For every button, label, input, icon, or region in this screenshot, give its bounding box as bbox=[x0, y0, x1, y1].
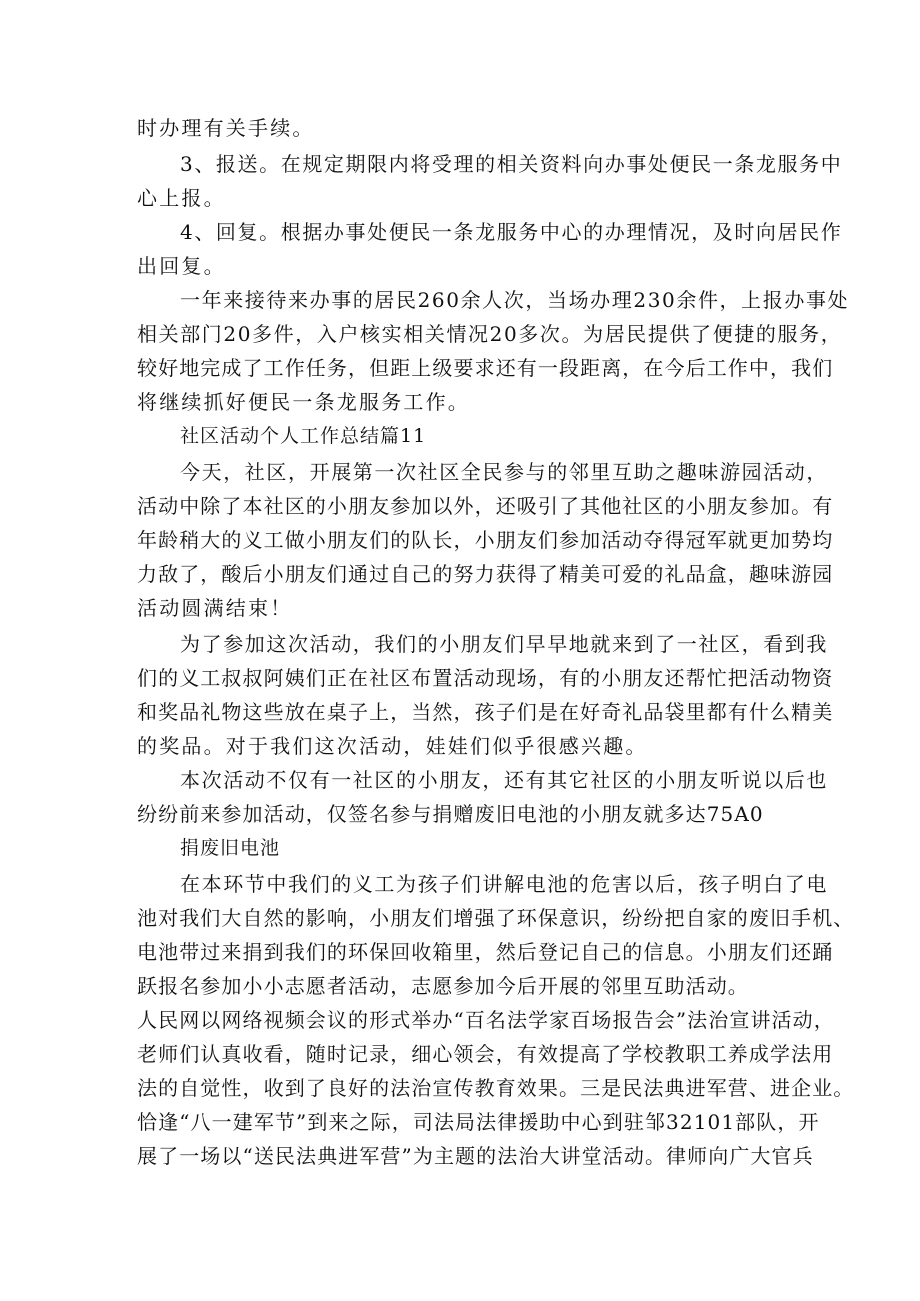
text-line: 纷纷前来参加活动，仅签名参与捐赠废旧电池的小朋友就多达75A0 bbox=[137, 802, 764, 826]
text-line: 出回复。 bbox=[137, 254, 226, 278]
text-line: 恰逢“八一建军节”到来之际，司法局法律援助中心到驻邹32101部队，开 bbox=[137, 1110, 820, 1134]
text-line: 今天，社区，开展第一次社区全民参与的邻里互助之趣味游园活动， bbox=[180, 460, 828, 484]
text-line: 活动中除了本社区的小朋友参加以外，还吸引了其他社区的小朋友参加。有 bbox=[137, 494, 834, 518]
text-line: 时办理有关手续。 bbox=[137, 116, 315, 140]
text-line: 池对我们大自然的影响，小朋友们增强了环保意识，纷纷把自家的废旧手机、 bbox=[137, 906, 855, 930]
text-line: 的奖品。对于我们这次活动，娃娃们似乎很感兴趣。 bbox=[137, 734, 648, 758]
text-line: 力敌了，酸后小朋友们通过自己的努力获得了精美可爱的礼品盒，趣味游园 bbox=[137, 562, 834, 586]
text-line: 心上报。 bbox=[137, 186, 226, 210]
text-line: 为了参加这次活动，我们的小朋友们早早地就来到了一社区，看到我 bbox=[180, 632, 828, 656]
text-line: 法的自觉性，收到了良好的法治宣传教育效果。三是民法典进军营、进企业。 bbox=[137, 1076, 855, 1100]
text-line: 3、报送。在规定期限内将受理的相关资料向办事处便民一条龙服务中 bbox=[180, 152, 843, 176]
text-line: 一年来接待来办事的居民260余人次，当场办理230余件，上报办事处 bbox=[180, 288, 850, 312]
text-line: 展了一场以“送民法典进军营”为主题的法治大讲堂活动。律师向广大官兵 bbox=[137, 1144, 814, 1168]
text-line: 将继续抓好便民一条龙服务工作。 bbox=[137, 390, 470, 414]
text-line: 们的义工叔叔阿姨们正在社区布置活动现场，有的小朋友还帮忙把活动物资 bbox=[137, 666, 834, 690]
text-line: 活动圆满结束！ bbox=[137, 596, 293, 620]
text-line: 相关部门20多件，入户核实相关情况20多次。为居民提供了便捷的服务， bbox=[137, 322, 843, 346]
text-line: 和奖品礼物这些放在桌子上，当然，孩子们是在好奇礼品袋里都有什么精美 bbox=[137, 700, 834, 724]
text-line: 跃报名参加小小志愿者活动，志愿参加今后开展的邻里互助活动。 bbox=[137, 974, 749, 998]
text-line: 在本环节中我们的义工为孩子们讲解电池的危害以后，孩子明白了电 bbox=[180, 872, 828, 896]
text-line: 人民网以网络视频会议的形式举办“百名法学家百场报告会”法治宣讲活动， bbox=[137, 1008, 835, 1032]
section-title: 社区活动个人工作总结篇11 bbox=[180, 425, 427, 447]
section-title: 捐废旧电池 bbox=[180, 837, 281, 859]
text-line: 较好地完成了工作任务，但距上级要求还有一段距离，在今后工作中，我们 bbox=[137, 356, 834, 380]
text-line: 本次活动不仅有一社区的小朋友，还有其它社区的小朋友听说以后也 bbox=[180, 768, 828, 792]
text-line: 老师们认真收看，随时记录，细心领会，有效提高了学校教职工养成学法用 bbox=[137, 1042, 834, 1066]
text-line: 4、回复。根据办事处便民一条龙服务中心的办理情况，及时向居民作 bbox=[180, 220, 843, 244]
text-line: 年龄稍大的义工做小朋友们的队长，小朋友们参加活动夺得冠军就更加势均 bbox=[137, 528, 834, 552]
text-line: 电池带过来捐到我们的环保回收箱里，然后登记自己的信息。小朋友们还踊 bbox=[137, 940, 834, 964]
